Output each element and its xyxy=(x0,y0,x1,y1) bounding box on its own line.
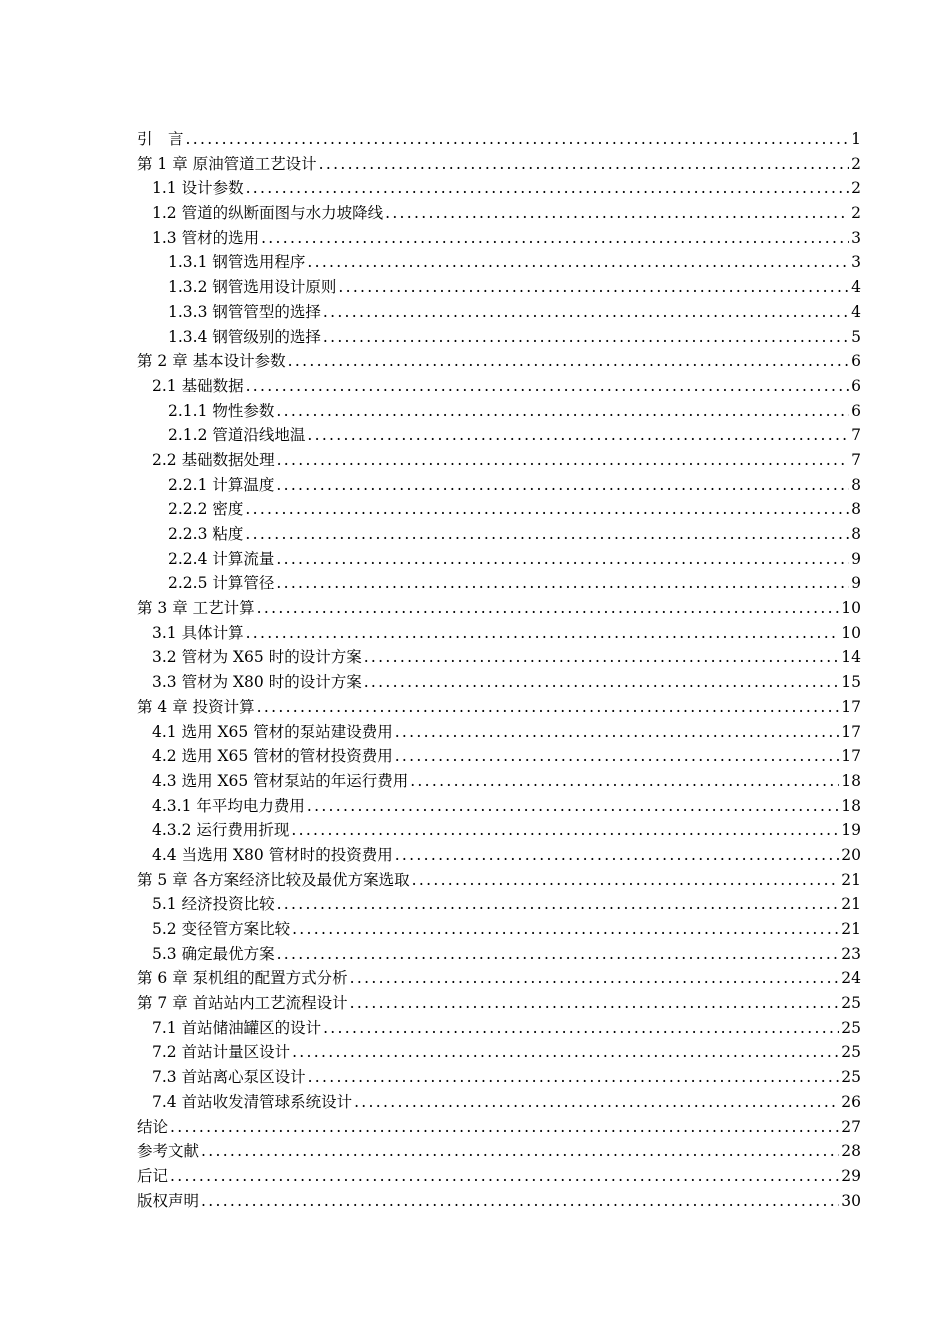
toc-entry[interactable] xyxy=(137,300,861,325)
toc-entry-page-number: 2 xyxy=(851,154,861,173)
toc-entry[interactable] xyxy=(137,794,861,819)
toc-entry-page-number: 25 xyxy=(841,1018,861,1037)
toc-entry[interactable] xyxy=(137,497,861,522)
toc-entry-title: 2.1.1 物性参数 xyxy=(168,401,275,420)
toc-entry[interactable] xyxy=(137,448,861,473)
dot-leader xyxy=(201,1189,839,1214)
toc-entry-title: 4.3.1 年平均电力费用 xyxy=(152,796,305,815)
toc-entry-title: 2.2.1 计算温度 xyxy=(168,475,275,494)
toc-entry-page-number: 20 xyxy=(841,845,861,864)
dot-leader xyxy=(364,670,840,695)
toc-entry-page-number: 6 xyxy=(851,401,861,420)
dot-leader xyxy=(395,720,840,745)
toc-entry-page-number: 27 xyxy=(841,1117,861,1136)
dot-leader xyxy=(385,201,849,226)
toc-entry-page-number: 18 xyxy=(841,771,861,790)
dot-leader xyxy=(319,152,849,177)
toc-entry-page-number: 2 xyxy=(851,179,861,198)
toc-entry-page-number: 26 xyxy=(841,1092,861,1111)
toc-entry-page-number: 15 xyxy=(841,673,861,692)
toc-entry-title: 4.2 选用 X65 管材的管材投资费用 xyxy=(152,747,393,766)
dot-leader xyxy=(338,275,849,300)
toc-entry-page-number: 6 xyxy=(851,376,861,395)
toc-entry-page-number: 4 xyxy=(851,278,861,297)
toc-entry-page-number: 25 xyxy=(841,994,861,1013)
toc-entry-page-number: 10 xyxy=(841,623,861,642)
toc-entry-title: 4.1 选用 X65 管材的泵站建设费用 xyxy=(152,722,393,741)
toc-entry-page-number: 2 xyxy=(851,204,861,223)
dot-leader xyxy=(412,868,840,893)
toc-entry[interactable] xyxy=(137,275,861,300)
dot-leader xyxy=(307,794,839,819)
toc-entry-page-number: 28 xyxy=(841,1142,861,1161)
toc-entry-title: 2.1 基础数据 xyxy=(152,376,244,395)
toc-entry-title: 5.2 变径管方案比较 xyxy=(152,920,291,938)
toc-entry-title: 第 6 章 泵机组的配置方式分析 xyxy=(137,969,348,988)
toc-entry[interactable] xyxy=(137,596,861,621)
dot-leader xyxy=(201,1139,839,1164)
dot-leader xyxy=(350,966,840,991)
dot-leader xyxy=(276,473,849,498)
dot-leader xyxy=(257,596,840,621)
toc-entry-page-number: 17 xyxy=(841,697,861,716)
toc-entry[interactable] xyxy=(137,621,861,646)
toc-entry[interactable] xyxy=(137,720,861,745)
dot-leader xyxy=(364,645,840,670)
dot-leader xyxy=(276,547,849,572)
dot-leader xyxy=(257,695,840,720)
toc-entry-title: 1.3.3 钢管管型的选择 xyxy=(168,302,321,321)
dot-leader xyxy=(245,522,849,547)
toc-entry-title: 1.3.1 钢管选用程序 xyxy=(168,253,306,272)
dot-leader xyxy=(292,917,839,942)
toc-entry-title: 版权声明 xyxy=(137,1191,200,1210)
toc-entry-title: 后记 xyxy=(137,1166,169,1185)
toc-entry-title: 2.2.2 密度 xyxy=(168,500,244,519)
toc-entry-title: 第 7 章 首站站内工艺流程设计 xyxy=(137,994,348,1013)
toc-entry[interactable] xyxy=(137,1016,861,1041)
toc-entry[interactable] xyxy=(137,547,861,572)
toc-entry-title: 4.3.2 运行费用折现 xyxy=(152,821,290,840)
toc-entry[interactable] xyxy=(137,349,861,374)
dot-leader xyxy=(395,843,840,868)
toc-entry[interactable] xyxy=(137,868,861,893)
toc-entry[interactable] xyxy=(137,645,861,670)
dot-leader xyxy=(291,818,839,843)
toc-entry[interactable] xyxy=(137,473,861,498)
toc-entry-title: 第 1 章 原油管道工艺设计 xyxy=(137,154,317,173)
toc-entry-page-number: 25 xyxy=(841,1068,861,1087)
toc-entry[interactable] xyxy=(137,1090,861,1115)
toc-entry-page-number: 17 xyxy=(841,747,861,766)
toc-entry-title: 4.4 当选用 X80 管材时的投资费用 xyxy=(152,845,393,864)
toc-entry-title: 2.2.4 计算流量 xyxy=(168,549,275,568)
toc-entry-title: 3.1 具体计算 xyxy=(152,623,244,642)
toc-entry-page-number: 4 xyxy=(851,302,861,321)
toc-entry[interactable] xyxy=(137,522,861,547)
toc-entry[interactable] xyxy=(137,1115,861,1140)
dot-leader xyxy=(292,1040,839,1065)
toc-entry-page-number: 3 xyxy=(851,253,861,272)
toc-entry-page-number: 8 xyxy=(851,525,861,543)
toc-entry-title: 引 言 xyxy=(137,130,184,148)
toc-entry-title: 7.3 首站离心泵区设计 xyxy=(152,1068,306,1087)
dot-leader xyxy=(323,325,849,350)
toc-entry[interactable] xyxy=(137,695,861,720)
toc-entry[interactable] xyxy=(137,1164,861,1189)
toc-entry-title: 2.1.2 管道沿线地温 xyxy=(168,426,306,445)
toc-entry-page-number: 25 xyxy=(841,1043,861,1062)
toc-entry[interactable] xyxy=(137,1040,861,1065)
toc-entry-title: 2.2 基础数据处理 xyxy=(152,450,275,469)
toc-entry-title: 3.2 管材为 X65 时的设计方案 xyxy=(152,648,362,667)
toc-entry-title: 参考文献 xyxy=(137,1142,200,1161)
toc-entry-title: 1.3 管材的选用 xyxy=(152,228,260,247)
toc-entry-title: 7.4 首站收发清管球系统设计 xyxy=(152,1092,353,1111)
toc-entry[interactable] xyxy=(137,818,861,843)
dot-leader xyxy=(354,1090,839,1115)
dot-leader xyxy=(288,349,849,374)
dot-leader xyxy=(323,300,849,325)
dot-leader xyxy=(277,892,840,917)
toc-entry-title: 第 3 章 工艺计算 xyxy=(137,599,255,618)
dot-leader xyxy=(350,991,840,1016)
toc-entry-title: 1.2 管道的纵断面图与水力坡降线 xyxy=(152,204,384,223)
toc-entry-page-number: 17 xyxy=(841,722,861,741)
toc-entry-page-number: 5 xyxy=(851,327,861,346)
dot-leader xyxy=(186,127,850,152)
toc-entry-title: 1.3.4 钢管级别的选择 xyxy=(168,327,321,346)
toc-entry-title: 结论 xyxy=(137,1117,169,1136)
toc-entry[interactable] xyxy=(137,966,861,991)
toc-entry-page-number: 21 xyxy=(841,895,861,914)
dot-leader xyxy=(410,769,839,794)
toc-entry-title: 1.1 设计参数 xyxy=(152,179,244,198)
toc-entry-page-number: 23 xyxy=(841,944,861,963)
toc-entry-title: 1.3.2 钢管选用设计原则 xyxy=(168,278,337,297)
toc-entry[interactable] xyxy=(137,1065,861,1090)
toc-entry[interactable] xyxy=(137,892,861,917)
dot-leader xyxy=(276,571,849,596)
toc-entry-page-number: 6 xyxy=(851,352,861,371)
toc-entry[interactable] xyxy=(137,176,861,201)
dot-leader xyxy=(246,176,850,201)
toc-entry[interactable] xyxy=(137,325,861,350)
toc-entry-title: 5.3 确定最优方案 xyxy=(152,944,275,963)
toc-entry-page-number: 9 xyxy=(851,549,861,568)
dot-leader xyxy=(246,374,850,399)
toc-entry-page-number: 21 xyxy=(841,920,861,938)
toc-entry[interactable] xyxy=(137,769,861,794)
dot-leader xyxy=(245,497,849,522)
toc-entry-page-number: 7 xyxy=(851,426,861,445)
toc-entry-page-number: 8 xyxy=(851,500,861,519)
dot-leader xyxy=(307,423,849,448)
toc-entry-title: 3.3 管材为 X80 时的设计方案 xyxy=(152,673,362,692)
toc-entry-page-number: 9 xyxy=(851,574,861,593)
toc-entry[interactable] xyxy=(137,127,861,152)
toc-entry-page-number: 29 xyxy=(841,1166,861,1185)
toc-entry-page-number: 7 xyxy=(851,450,861,469)
toc-entry-page-number: 21 xyxy=(841,870,861,889)
toc-entry-title: 2.2.5 计算管径 xyxy=(168,574,275,593)
toc-entry-title: 第 5 章 各方案经济比较及最优方案选取 xyxy=(137,870,410,889)
toc-entry[interactable] xyxy=(137,670,861,695)
toc-entry[interactable] xyxy=(137,1139,861,1164)
toc-entry-title: 第 4 章 投资计算 xyxy=(137,697,255,716)
dot-leader xyxy=(277,448,850,473)
toc-entry-page-number: 14 xyxy=(841,648,861,667)
toc-entry[interactable] xyxy=(137,1189,861,1214)
toc-entry-title: 5.1 经济投资比较 xyxy=(152,895,275,914)
toc-entry[interactable] xyxy=(137,942,861,967)
toc-entry-page-number: 30 xyxy=(841,1191,861,1210)
toc-entry[interactable] xyxy=(137,423,861,448)
table-of-contents xyxy=(137,127,861,1213)
toc-entry[interactable] xyxy=(137,152,861,177)
dot-leader xyxy=(276,399,849,424)
toc-entry[interactable] xyxy=(137,250,861,275)
dot-leader xyxy=(323,1016,839,1041)
toc-entry-page-number: 10 xyxy=(841,599,861,618)
dot-leader xyxy=(308,1065,840,1090)
toc-entry-title: 7.1 首站储油罐区的设计 xyxy=(152,1018,322,1037)
toc-entry[interactable] xyxy=(137,399,861,424)
toc-entry-title: 4.3 选用 X65 管材泵站的年运行费用 xyxy=(152,771,409,790)
toc-entry[interactable] xyxy=(137,843,861,868)
toc-entry[interactable] xyxy=(137,201,861,226)
toc-entry-page-number: 19 xyxy=(841,821,861,840)
dot-leader xyxy=(170,1115,839,1140)
dot-leader xyxy=(261,226,849,251)
toc-entry-page-number: 24 xyxy=(841,969,861,988)
toc-entry-title: 7.2 首站计量区设计 xyxy=(152,1043,291,1062)
toc-entry-page-number: 8 xyxy=(851,475,861,494)
toc-entry-page-number: 1 xyxy=(851,130,861,148)
dot-leader xyxy=(277,942,840,967)
toc-entry[interactable] xyxy=(137,917,861,942)
toc-entry-page-number: 18 xyxy=(841,796,861,815)
toc-entry[interactable] xyxy=(137,991,861,1016)
toc-entry-title: 第 2 章 基本设计参数 xyxy=(137,352,286,371)
toc-entry-page-number: 3 xyxy=(851,228,861,247)
dot-leader xyxy=(246,621,840,646)
toc-entry[interactable] xyxy=(137,374,861,399)
dot-leader xyxy=(395,744,840,769)
toc-entry[interactable] xyxy=(137,571,861,596)
dot-leader xyxy=(307,250,849,275)
toc-entry[interactable] xyxy=(137,226,861,251)
toc-entry-title: 2.2.3 粘度 xyxy=(168,525,244,543)
dot-leader xyxy=(170,1164,839,1189)
toc-entry[interactable] xyxy=(137,744,861,769)
